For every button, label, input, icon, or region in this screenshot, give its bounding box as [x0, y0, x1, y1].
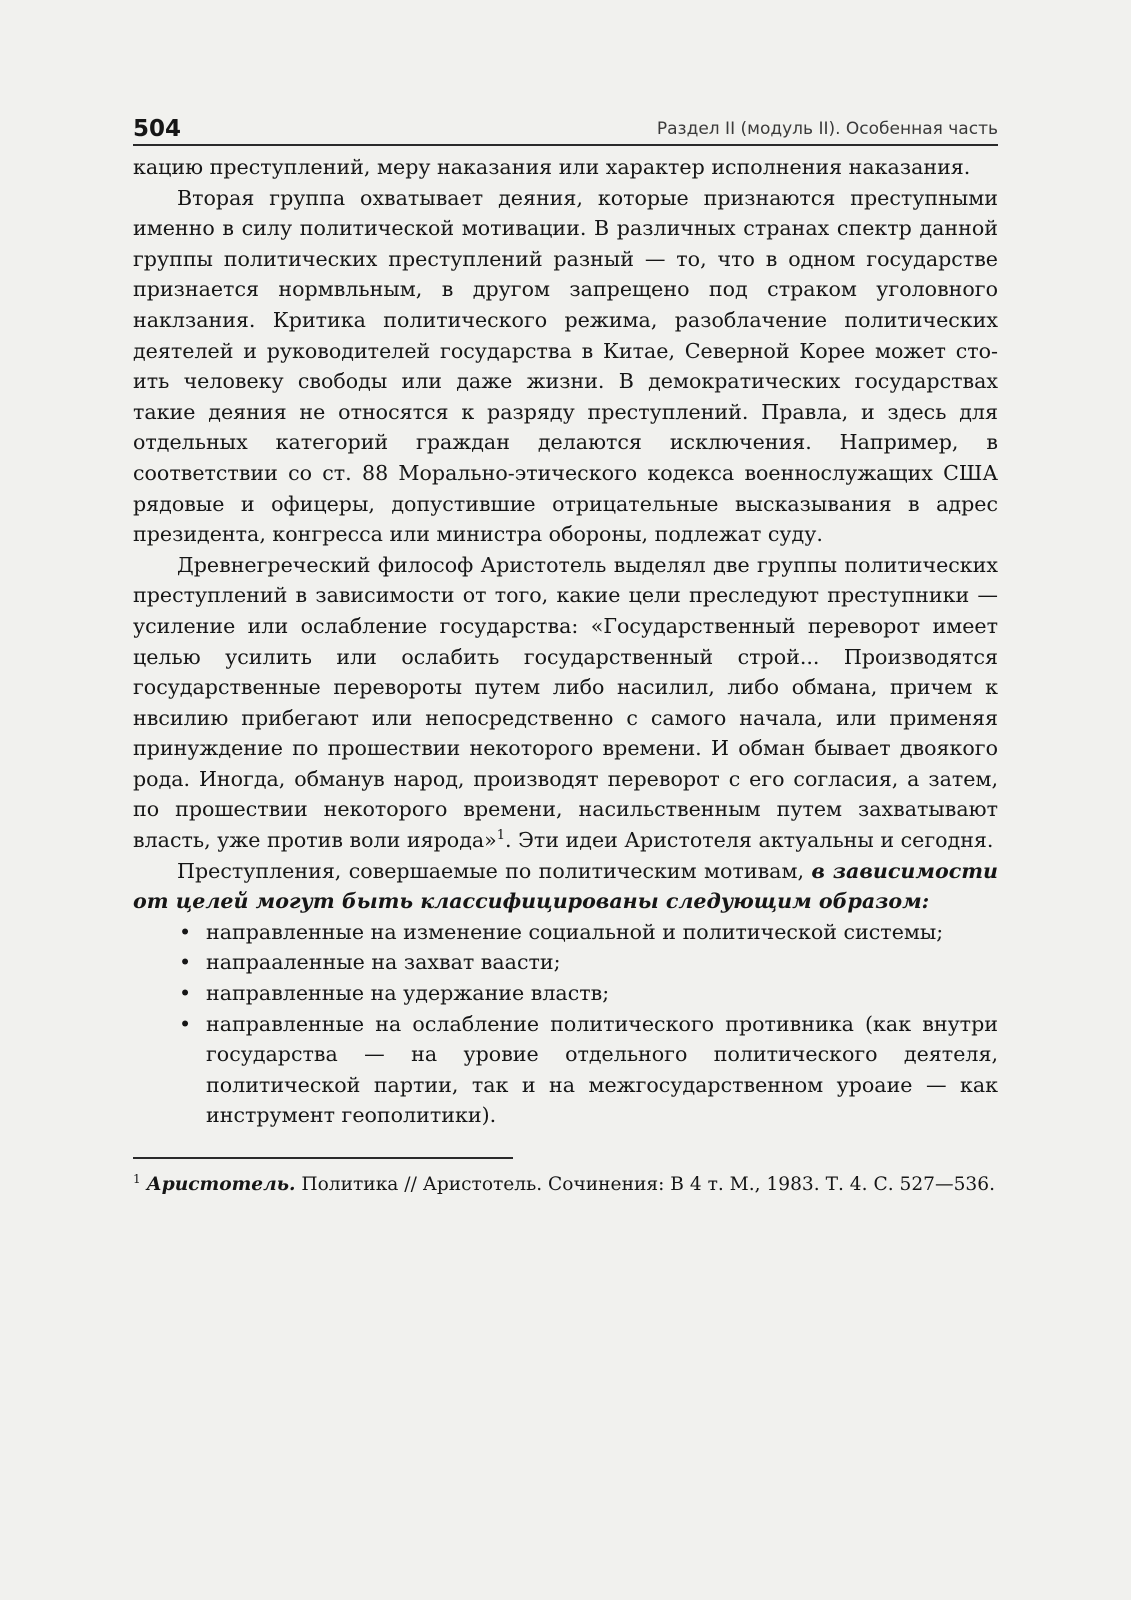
running-head: Раздел II (модуль II). Особенная часть	[656, 119, 998, 139]
book-page	[133, 110, 998, 1199]
list-item: • направленные на удержание властв;	[206, 978, 998, 1009]
footnote-reference[interactable]: 1	[496, 828, 506, 844]
classification-list	[133, 917, 998, 1131]
footnote-author: Аристотель.	[146, 1174, 296, 1195]
list-item: • направленные на ослабление политического противника (как внутри государства — на уровие отдельного политического деятеля, политической партии, так и на межгосударственном уроаие — как инструмент геополитики).	[206, 1009, 998, 1131]
aristotle-tail-text: . Эти идеи Аристотеля актуальны и сегодня.	[505, 828, 994, 853]
footnote-mark: 1	[133, 1171, 141, 1186]
page-number: 504	[133, 116, 182, 142]
footnote-divider	[133, 1157, 513, 1159]
body-text	[133, 152, 998, 1131]
classification-intro: Преступления, совершаемые по политическим мотивам,	[177, 858, 812, 883]
footnote-text: Политика // Аристотель. Сочинения: В 4 т. М., 1983. Т. 4. С. 527—536.	[295, 1174, 995, 1195]
paragraph-classification	[133, 856, 998, 917]
list-item: • напрааленные на захват ваасти;	[206, 947, 998, 978]
list-item: • направленные на изменение социальной и политической системы;	[206, 917, 998, 948]
paragraph-continuation: кацию преступлений, меру наказания или характер исполнения наказания.	[133, 155, 971, 179]
classification-emphasis: в зависимости от целей могут быть классифицированы следующим образом:	[133, 858, 998, 914]
paragraph-second-group: Вторая группа охватывает деяния, которые признаются преступными именно в силу политической мотивации. В различных странах спектр данной группы политических преступлений разный — то, что в одном государстве признается нормвльным, в другом запрещено под страком уголовного наклзания. Критика политического режима, разоблачение политических деятелей и руководителей государства в Китае, Северной Корее может стоить человеку свободы или даже жизни. В демократических государствах такие деяния не относятся к разряду преступлений. Правла, и здесь для отдельных категорий граждан делаются исключения. Например, в соответствии со ст. 88 Морально-этического кодекса военнослужащих США рядовые и офицеры, допустившие отрицательные высказывания в адрес президента, конгресса или министра обороны, подлежат суду.	[133, 185, 998, 547]
footnote	[133, 1171, 998, 1199]
aristotle-quote-text: Древнегреческий философ Аристотель выделял две группы политических преступлений в зависимости от того, какие цели преследуют преступники — усиление или ослабление государства: «Государственный переворот имеет целью усилить или ослабить государственный строй... Производятся государственные перевороты путем либо насилил, либо обмана, причем к нвсилию прибегают или непосредственно с самого начала, или применяя принуждение по прошествии некоторого времени. И обман бывает двоякого рода. Иногда, обманув народ, производят переворот с его согласия, а затем, по прошествии некоторого времени, насильственным путем захватывают власть, уже против воли иярода»	[133, 552, 998, 853]
paragraph-aristotle	[133, 550, 998, 856]
page-header	[133, 110, 998, 146]
